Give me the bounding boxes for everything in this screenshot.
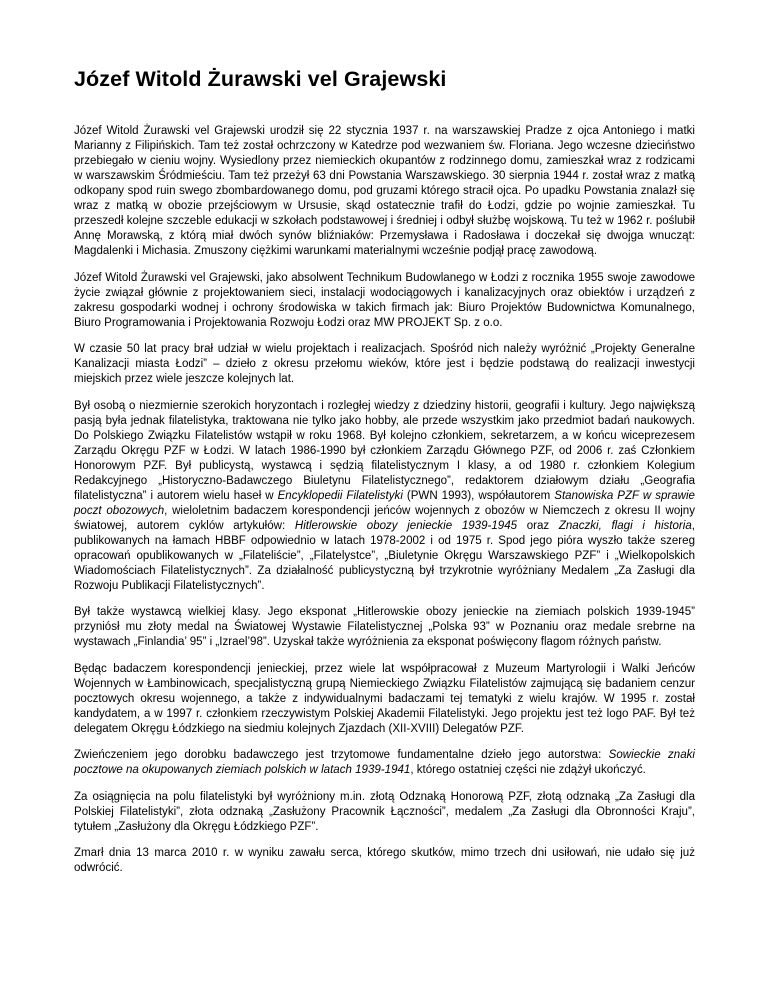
italic-title-text: Stanowiska PZF w sprawie poczt obozowych bbox=[74, 489, 695, 517]
paragraph-text: W czasie 50 lat pracy brał udział w wielu projektach i realizacjach. Spośród nich należy wyróżnić „Projekty Generalne Kanalizacji miasta Łodzi” – dzieło z okresu przełomu wieków, które jest i będzie podstawą do realizacji inwestycji miejskich przez wiele jeszcze kolejnych lat. bbox=[74, 343, 695, 385]
paragraph-7 bbox=[74, 748, 695, 778]
paragraph-1 bbox=[74, 124, 695, 259]
paragraph-text: Był także wystawcą wielkiej klasy. Jego eksponat „Hitlerowskie obozy jenieckie na ziemiach polskich 1939-1945” przyniósł mu złoty medal na Światowej Wystawie Filatelistycznej „Polska 93” w Poznaniu oraz medale srebrne na wystawach „Finlandia’ 95” i „Izrael’98”. Uzyskał także wyróżnienia za eksponat poświęcony flagom różnych państw. bbox=[74, 606, 695, 648]
paragraph-text: (PWN 1993), współautorem bbox=[402, 489, 555, 502]
paragraph-text: Józef Witold Żurawski vel Grajewski urodził się 22 stycznia 1937 r. na warszawskiej Pradze z ojca Antoniego i matki Marianny z Filipińskich. Tam też został ochrzczony w Katedrze pod wezwaniem św. Floriana. Jego wczesne dzieciństwo przebiegało w cieniu wojny. Wysiedlony przez niemieckich okupantów z rodzinnego domu, zamieszkał wraz z rodzicami w warszawskim Śródmieściu. Tam też przeżył 63 dni Powstania Warszawskiego. 30 sierpnia 1944 r. został wraz z matką odkopany spod ruin swego zbombardowanego domu, pod gruzami którego stracił ojca. Po upadku Powstania znalazł się wraz z matką w obozie przejściowym w Ursusie, skąd ostatecznie trafił do Łodzi, gdzie po wojnie zamieszkał. Tu przeszedł kolejne szczeble edukacji w szkołach podstawowej i średniej i odbył służbę wojskową. Tu też w 1962 r. poślubił Annę Morawską, z którą miał dwóch synów bliźniaków: Przemysława i Radosława i doczekał się dwojga wnucząt: Magdalenki i Michasia. Zmuszony ciężkimi warunkami materialnymi wcześnie podjął pracę zawodową. bbox=[74, 125, 695, 257]
italic-title-text: Hitlerowskie obozy jenieckie 1939-1945 bbox=[294, 519, 518, 532]
paragraph-9 bbox=[74, 846, 695, 876]
document-body bbox=[74, 124, 695, 876]
paragraph-text: oraz bbox=[517, 519, 559, 532]
italic-title-text: Encyklopedii Filatelistyki bbox=[277, 489, 403, 502]
paragraph-text: , wieloletnim badaczem korespondencji jeńców wojennych z obozów w Niemczech z okresu II wojny światowej, autorem cyklów artykułów: bbox=[74, 504, 695, 532]
document-title: Józef Witold Żurawski vel Grajewski bbox=[74, 67, 447, 91]
paragraph-text: , publikowanych na łamach HBBF odpowiednio w latach 1978-2002 i od 1975 r. Spod jego pióra wyszło także szereg opracowań opublikowanych w „Filateliście”, „Filatelystce”, „Biuletynie Okręgu Warszawskiego PZF” i „Wielkopolskich Wiadomościach Filatelistycznych”. Za działalność publicystyczną był trzykrotnie wyróżniany Medalem „Za Zasługi dla Rozwoju Publikacji Filatelistycznych”. bbox=[74, 519, 695, 592]
italic-title-text: Znaczki, flagi i historia bbox=[558, 519, 692, 532]
italic-title-text: Sowieckie znaki pocztowe na okupowanych ziemiach polskich w latach 1939-1941 bbox=[74, 749, 695, 776]
paragraph-8 bbox=[74, 790, 695, 835]
document-page bbox=[74, 0, 695, 876]
paragraph-text: Będąc badaczem korespondencji jenieckiej, przez wiele lat współpracował z Muzeum Martyrologii i Walki Jeńców Wojennych w Łambinowicach, specjalistyczną grupą Niemieckiego Związku Filatelistów zajmującą się badaniem cenzur pocztowych okresu wojennego, a także z indywidualnymi badaczami tej tematyki z wielu krajów. W 1995 r. został kandydatem, a w 1997 r. członkiem rzeczywistym Polskiej Akademii Filatelistyki. Jego projektu jest też logo PAF. Był też delegatem Okręgu Łódzkiego na siedmiu kolejnych Zjazdach (XII-XVIII) Delegatów PZF. bbox=[74, 662, 695, 735]
paragraph-3 bbox=[74, 342, 695, 387]
paragraph-2 bbox=[74, 271, 695, 331]
paragraph-6 bbox=[74, 662, 695, 737]
paragraph-text: Zmarł dnia 13 marca 2010 r. w wyniku zawału serca, którego skutków, mimo trzech dni usiłowań, nie udało się już odwrócić. bbox=[74, 847, 695, 874]
paragraph-4 bbox=[74, 399, 695, 594]
paragraph-text: Za osiągnięcia na polu filatelistyki był wyróżniony m.in. złotą Odznaką Honorową PZF, złotą odznaką „Za Zasługi dla Polskiej Filatelistyki”, złota odznaką „Zasłużony Pracownik Łączności”, medalem „Za Zasługi dla Obronności Kraju”, tytułem „Zasłużony dla Okręgu Łódzkiego PZF”. bbox=[74, 790, 695, 833]
paragraph-text: , którego ostatniej części nie zdążył ukończyć. bbox=[410, 764, 646, 776]
paragraph-text: Zwieńczeniem jego dorobku badawczego jest trzytomowe fundamentalne dzieło jego autorstwa: bbox=[74, 749, 609, 761]
paragraph-text: Był osobą o niezmiernie szerokich horyzontach i rozległej wiedzy z dziedziny historii, geografii i kultury. Jego największą pasją była jednak filatelistyka, traktowana nie tylko jako hobby, ale przede wszystkim jako przedmiot badań naukowych. Do Polskiego Związku Filatelistów wstąpił w roku 1968. Był kolejno członkiem, sekretarzem, a w końcu wiceprezesem Zarządu Okręgu PZF w Łodzi. W latach 1986-1990 był członkiem Zarządu Głównego PZF, od 2006 r. zaś Członkiem Honorowym PZF. Był publicystą, wystawcą i sędzią filatelistycznym I klasy, a od 1980 r. członkiem Kolegium Redakcyjnego „Historyczno-Badawczego Biuletynu Filatelistycznego”, redaktorem działowym działu „Geografia filatelistyczna” i autorem wielu haseł w bbox=[74, 399, 695, 502]
paragraph-5 bbox=[74, 605, 695, 650]
paragraph-text: Józef Witold Żurawski vel Grajewski, jako absolwent Technikum Budowlanego w Łodzi z rocznika 1955 swoje zawodowe życie związał głównie z projektowaniem sieci, instalacji wodociągowych i kanalizacyjnych oraz obiektów i urządzeń z zakresu gospodarki wodnej i ochrony środowiska w takich firmach jak: Biuro Projektów Budownictwa Komunalnego, Biuro Programowania i Projektowania Rozwoju Łodzi oraz MW PROJEKT Sp. z o.o. bbox=[74, 271, 695, 329]
